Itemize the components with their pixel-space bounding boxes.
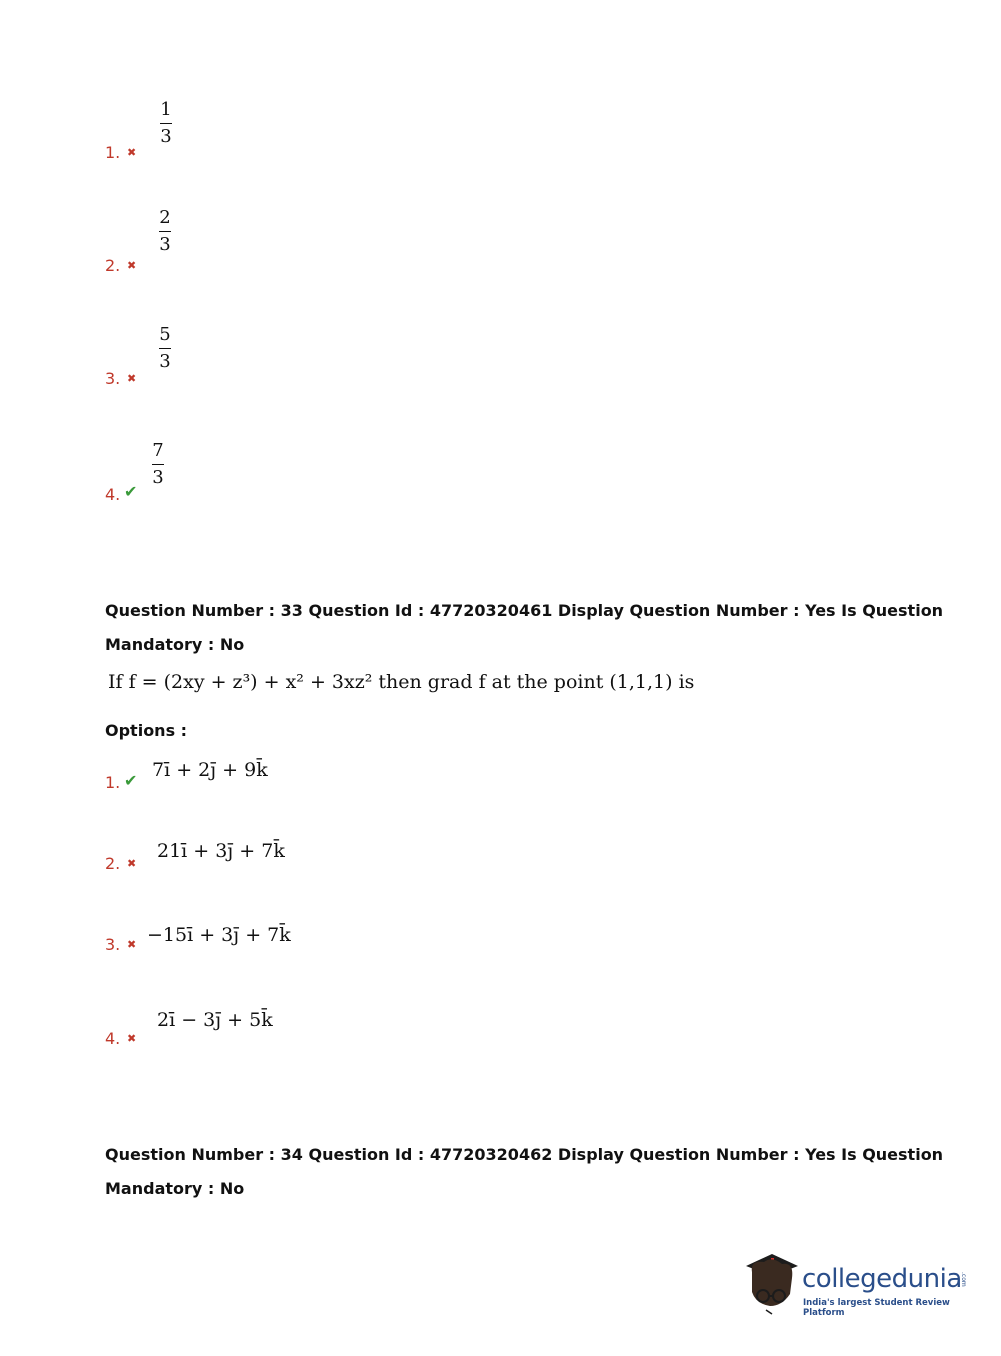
option-number: 2. [105, 256, 121, 275]
option-number: 4. [105, 1029, 121, 1048]
check-icon: ✔ [124, 482, 138, 501]
cross-icon: ✖ [127, 146, 137, 159]
denominator: 3 [159, 351, 171, 372]
numerator: 7 [152, 440, 164, 461]
fraction-bar [160, 123, 172, 124]
check-icon: ✔ [124, 771, 138, 790]
question-33-header-line2: Mandatory : No [105, 635, 245, 654]
logo-tagline: India's largest Student Review Platform [803, 1298, 950, 1318]
logo-suffix: .com [960, 1272, 967, 1287]
cross-icon: ✖ [127, 857, 137, 870]
option-math: −15ī + 3j̄ + 7k̄ [147, 924, 291, 946]
option-math: 21ī + 3j̄ + 7k̄ [157, 840, 285, 862]
option-number: 3. [105, 935, 121, 954]
fraction-bar [159, 348, 171, 349]
denominator: 3 [160, 126, 172, 147]
numerator: 1 [160, 99, 172, 120]
cross-icon: ✖ [127, 372, 137, 385]
option-math: 2ī − 3j̄ + 5k̄ [157, 1009, 273, 1031]
question-33-text: If f = (2xy + z³) + x² + 3xz² then grad f at the point (1,1,1) is [108, 671, 695, 693]
cross-icon: ✖ [127, 938, 137, 951]
fraction-bar [159, 231, 171, 232]
question-34-header-line2: Mandatory : No [105, 1179, 245, 1198]
option-math: 7ī + 2j̄ + 9k̄ [152, 759, 268, 781]
cross-icon: ✖ [127, 259, 137, 272]
question-33-header-line1: Question Number : 33 Question Id : 47720320461 Display Question Number : Yes Is Question [105, 601, 944, 620]
numerator: 2 [159, 207, 171, 228]
fraction [157, 101, 175, 146]
options-label: Options : [105, 721, 188, 740]
mascot-icon [742, 1250, 802, 1316]
fraction [156, 326, 174, 371]
fraction [156, 209, 174, 254]
fraction-bar [152, 464, 164, 465]
fraction [149, 442, 167, 487]
option-number: 3. [105, 369, 121, 388]
denominator: 3 [152, 467, 164, 488]
logo-name: collegedunia [802, 1264, 962, 1294]
option-number: 2. [105, 854, 121, 873]
option-number: 1. [105, 143, 121, 162]
denominator: 3 [159, 234, 171, 255]
option-number: 1. [105, 773, 121, 792]
collegedunia-logo [742, 1250, 972, 1320]
question-34-header-line1: Question Number : 34 Question Id : 47720320462 Display Question Number : Yes Is Question [105, 1145, 944, 1164]
option-number: 4. [105, 485, 121, 504]
numerator: 5 [159, 324, 171, 345]
cross-icon: ✖ [127, 1032, 137, 1045]
